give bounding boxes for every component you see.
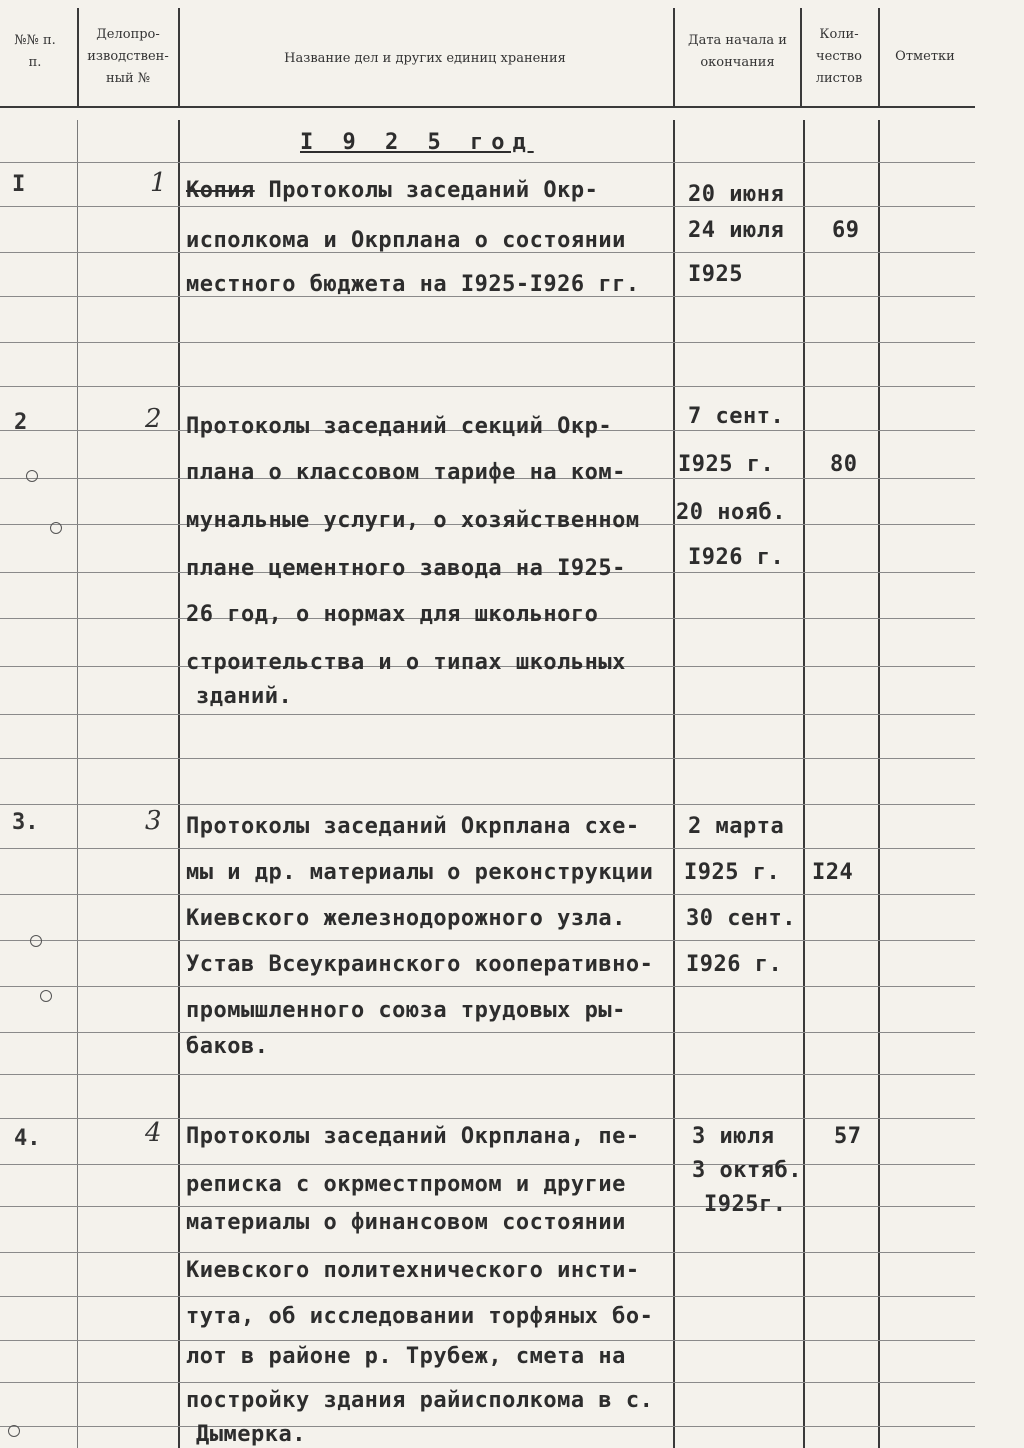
ruled-line [0,1074,975,1075]
record-title-line: промышленного союза трудовых ры- [186,998,626,1023]
record-title-line: реписка с окрместпромом и другие [186,1172,626,1197]
record-title-line: местного бюджета на I925-I926 гг. [186,272,640,297]
binder-hole [50,522,62,534]
record-number: I [12,172,26,197]
header-divider [800,8,802,108]
record-number: 2 [14,410,28,435]
ruled-line [0,1340,975,1341]
record-title-line: плана о классовом тарифе на ком- [186,460,626,485]
record-sheet-count: I24 [812,860,854,885]
record-title-line: Копия Протоколы заседаний Окр- [186,178,599,203]
binder-hole [8,1425,20,1437]
record-office-number: 1 [150,168,167,198]
header-divider [673,8,675,108]
binder-hole [40,990,52,1002]
record-title-line: лот в районе р. Трубеж, смета на [186,1344,626,1369]
ruled-line [0,342,975,343]
record-title-line: Протоколы заседаний Окрплана схе- [186,814,640,839]
record-date: 20 нояб. [676,500,786,525]
record-title-line: зданий. [196,684,293,709]
column-divider [178,120,180,1448]
record-date: I925г. [704,1192,787,1217]
record-title-line: тута, об исследовании торфяных бо- [186,1304,654,1329]
record-office-number: 3 [145,806,162,836]
record-date: I925 [688,262,743,287]
ruled-line [0,1426,975,1427]
record-title-line: строительства и о типах школьных [186,650,626,675]
header-col-num: №№ п. п. [14,33,56,70]
record-title-line: Киевского политехнического инсти- [186,1258,640,1283]
record-date: I926 г. [688,545,785,570]
record-date: I925 г. [678,452,775,477]
header-divider [77,8,79,108]
record-title-line: 26 год, о нормах для школьного [186,602,599,627]
ruled-line [0,1164,975,1165]
header-col-dates: Дата начала и окончания [688,33,787,70]
record-date: 3 октяб. [692,1158,802,1183]
ruled-line [0,758,975,759]
ruled-line [0,206,975,207]
record-office-number: 2 [145,404,162,434]
header-divider [178,8,180,108]
record-date: I925 г. [684,860,781,885]
header-col-sheets: Коли- чество листов [815,27,863,86]
ruled-line [0,986,975,987]
ruled-line [0,894,975,895]
record-date: I926 г. [686,952,783,977]
record-title-line: мы и др. материалы о реконструкции [186,860,654,885]
record-title-line: Протоколы заседаний Окрплана, пе- [186,1124,640,1149]
ruled-line [0,1296,975,1297]
ruled-line [0,804,975,805]
column-divider [803,120,805,1448]
header-col-title: Название дел и других единиц хранения [284,51,566,66]
record-title-line: постройку здания райисполкома в с. [186,1388,654,1413]
header-col-office: Делопро- изводствен- ный № [87,27,169,86]
record-number: 3. [12,810,39,835]
column-divider [77,120,78,1448]
ruled-line [0,940,975,941]
record-title-line: Дымерка. [196,1422,306,1447]
record-date: 20 июня [688,182,785,207]
record-date: 7 сент. [688,404,785,429]
record-title-line: Киевского железнодорожного узла. [186,906,626,931]
record-number: 4. [14,1126,41,1151]
record-title-line: материалы о финансовом состоянии [186,1210,626,1235]
header-col-notes: Отметки [895,49,955,64]
ruled-line [0,1032,975,1033]
record-date: 24 июля [688,218,785,243]
column-divider [673,120,675,1448]
record-sheet-count: 80 [830,452,858,477]
record-office-number: 4 [145,1118,162,1148]
header-divider [878,8,880,108]
ruled-line [0,1252,975,1253]
ruled-line [0,1206,975,1207]
ruled-line [0,386,975,387]
ruled-line [0,1382,975,1383]
ruled-line [0,162,975,163]
record-date: 2 марта [688,814,785,839]
record-sheet-count: 69 [832,218,860,243]
record-title-line: Протоколы заседаний секций Окр- [186,414,613,439]
record-title-line: баков. [186,1034,269,1059]
binder-hole [26,470,38,482]
record-title-line: мунальные услуги, о хозяйственном [186,508,640,533]
ruled-line [0,714,975,715]
year-title: I 9 2 5 год [300,130,534,155]
record-date: 3 июля [692,1124,775,1149]
record-date: 30 сент. [686,906,796,931]
header-bottom-rule [0,106,975,108]
record-sheet-count: 57 [834,1124,862,1149]
record-title-line: исполкома и Окрплана о состоянии [186,228,626,253]
ruled-line [0,848,975,849]
binder-hole [30,935,42,947]
record-title-line: плане цементного завода на I925- [186,556,626,581]
column-divider [878,120,880,1448]
struck-word: Копия [186,178,255,203]
record-title-line: Устав Всеукраинского кооперативно- [186,952,654,977]
